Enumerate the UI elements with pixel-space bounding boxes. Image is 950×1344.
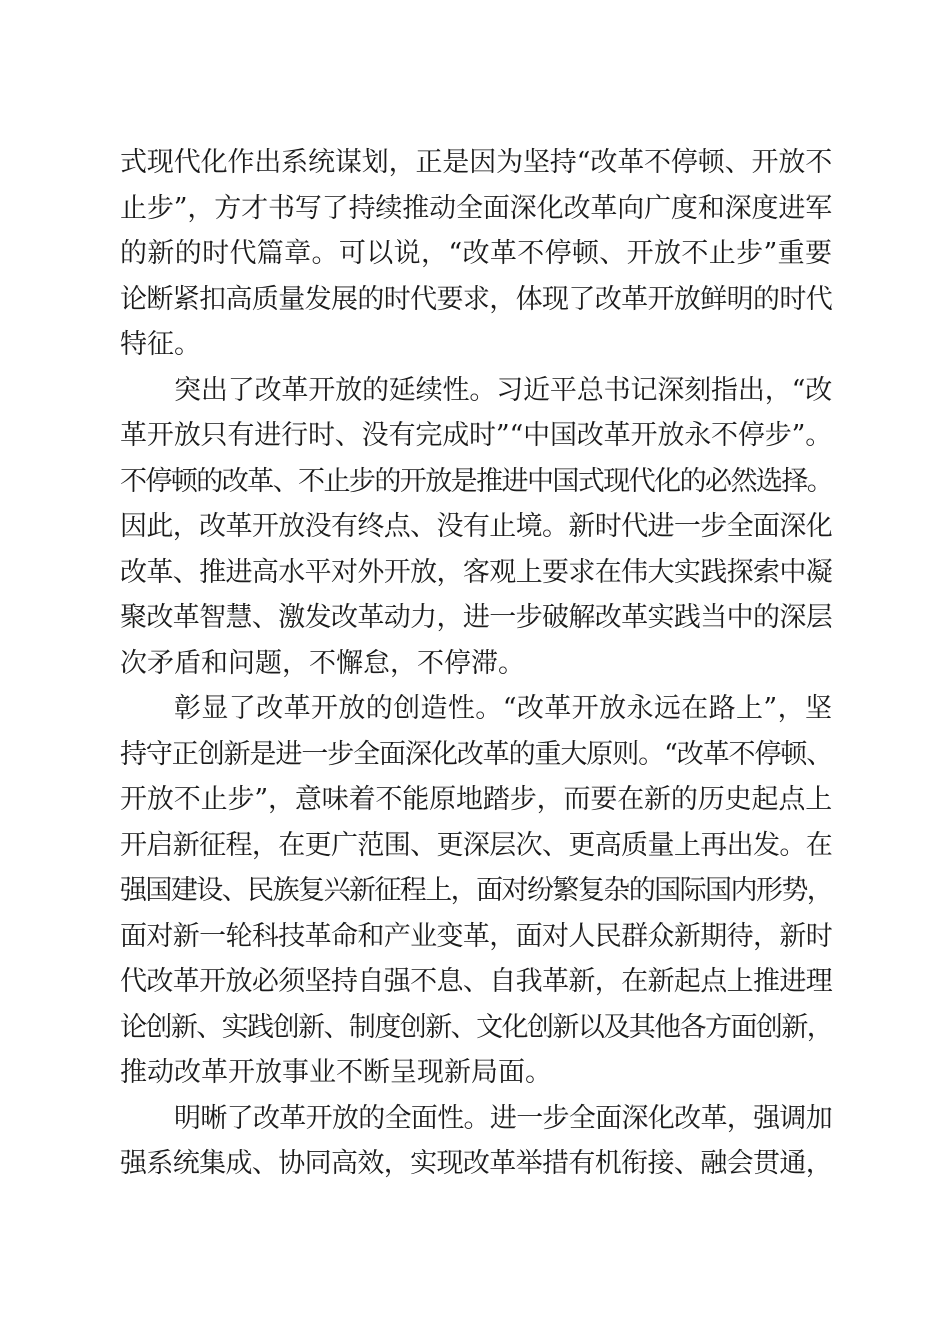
- text-line: 式现代化作出系统谋划，正是因为坚持“改革不停顿、开放不: [120, 147, 832, 178]
- text-line: 论创新、实践创新、制度创新、文化创新以及其他各方面创新，: [120, 1011, 832, 1043]
- text-line: 改革、推进高水平对外开放，客观上要求在伟大实践探索中凝: [120, 556, 832, 588]
- text-line: 持守正创新是进一步全面深化改革的重大原则。“改革不停顿、: [120, 738, 832, 770]
- text-line: 次矛盾和问题，不懈怠，不停滞。: [120, 647, 525, 679]
- text-line: 代改革开放必须坚持自强不息、自我革新，在新起点上推进理: [120, 966, 832, 997]
- text-line: 彰显了改革开放的创造性。“改革开放永远在路上”，坚: [174, 693, 832, 724]
- text-line: 开放不止步”，意味着不能原地踏步，而要在新的历史起点上: [120, 784, 832, 815]
- text-line: 强系统集成、协同高效，实现改革举措有机衔接、融会贯通，: [120, 1148, 832, 1179]
- text-line: 因此，改革开放没有终点、没有止境。新时代进一步全面深化: [120, 511, 832, 542]
- text-line: 面对新一轮科技革命和产业变革，面对人民群众新期待，新时: [120, 920, 832, 952]
- paragraph-2: [120, 368, 832, 687]
- paragraph-3: [120, 686, 832, 1096]
- text-line: 的新的时代篇章。可以说，“改革不停顿、开放不止步”重要: [120, 238, 832, 269]
- text-line: 强国建设、民族复兴新征程上，面对纷繁复杂的国际国内形势，: [120, 875, 832, 906]
- text-line: 止步”，方才书写了持续推动全面深化改革向广度和深度进军: [120, 192, 832, 224]
- document-body: [120, 140, 832, 1187]
- text-line: 特征。: [120, 329, 201, 360]
- paragraph-4: [120, 1096, 832, 1187]
- text-line: 开启新征程，在更广范围、更深层次、更高质量上再出发。在: [120, 829, 832, 861]
- text-line: 不停顿的改革、不止步的开放是推进中国式现代化的必然选择。: [120, 465, 832, 497]
- text-line: 论断紧扣高质量发展的时代要求，体现了改革开放鲜明的时代: [120, 283, 832, 315]
- text-line: 突出了改革开放的延续性。习近平总书记深刻指出，“改: [174, 374, 832, 406]
- text-line: 明晰了改革开放的全面性。进一步全面深化改革，强调加: [174, 1102, 832, 1134]
- text-line: 革开放只有进行时、没有完成时”“中国改革开放永不停步”。: [120, 420, 832, 451]
- text-line: 推动改革开放事业不断呈现新局面。: [120, 1057, 552, 1088]
- paragraph-1: [120, 140, 832, 368]
- text-line: 聚改革智慧、激发改革动力，进一步破解改革实践当中的深层: [120, 602, 832, 633]
